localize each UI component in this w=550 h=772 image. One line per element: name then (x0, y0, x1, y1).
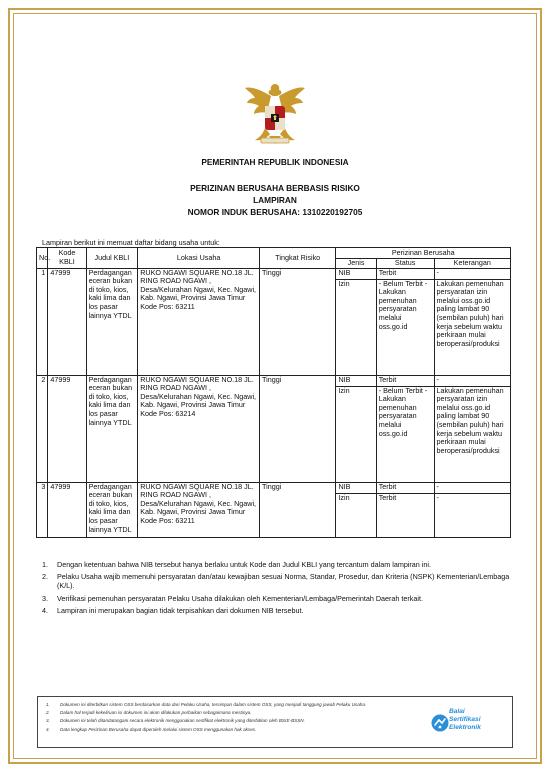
header-lampiran: LAMPIRAN (253, 195, 297, 205)
cell-status: Terbit (376, 375, 434, 386)
cell-jenis: Izin (336, 493, 376, 537)
cell-status: Terbit (376, 493, 434, 537)
cell-judul: Perdagangan eceran bukan di toko, kios, kaki lima dan los pasar lainnya YTDL (86, 482, 138, 537)
list-item (46, 701, 396, 709)
cell-keterangan: Lakukan pemenuhan persyaratan izin melalui oss.go.id paling lambat 90 (sembilan puluh) hari kerja sebelum waktu perkiraan mulai beroperasi/produksi (434, 279, 510, 375)
cell-judul: Perdagangan eceran bukan di toko, kios, kaki lima dan los pasar lainnya YTDL (86, 268, 138, 375)
note-number: 3. (42, 593, 48, 603)
col-header-tingkat: Tingkat Risiko (260, 248, 336, 269)
cell-keterangan: - (434, 482, 510, 493)
cell-status: Terbit (376, 268, 434, 279)
kbli-table (36, 247, 511, 538)
cell-tingkat: Tinggi (260, 482, 336, 537)
bsre-line: Balai (449, 708, 465, 715)
header-nib-number: NOMOR INDUK BERUSAHA: 1310220192705 (187, 207, 363, 217)
bsre-line: Elektronik (449, 724, 481, 731)
cell-kode: 47999 (48, 375, 86, 482)
cell-status: Terbit (376, 482, 434, 493)
cell-jenis: NIB (336, 375, 376, 386)
garuda-emblem-icon (243, 78, 307, 148)
cell-tingkat: Tinggi (260, 268, 336, 375)
note-text: Verifikasi pemenuhan persyaratan Pelaku Usaha dilakukan oleh Kementerian/Lembaga/Pemerintah Daerah terkait. (57, 593, 423, 603)
header-perizinan: PERIZINAN BERUSAHA BERBASIS RISIKO (190, 183, 360, 193)
cell-jenis: Izin (336, 279, 376, 375)
note-number: 2. (42, 572, 48, 582)
cell-no: 1 (37, 268, 48, 375)
cell-kode: 47999 (48, 482, 86, 537)
col-header-jenis: Jenis (336, 259, 376, 269)
cell-jenis: Izin (336, 386, 376, 482)
intro-text: Lampiran berikut ini memuat daftar bidang usaha untuk: (42, 238, 220, 247)
note-text: Dengan ketentuan bahwa NIB tersebut hanya berlaku untuk Kode dan Judul KBLI yang tercantum dalam lampiran ini. (57, 560, 431, 569)
col-header-kode: Kode KBLI (48, 248, 86, 269)
cell-status: - Belum Terbit - Lakukan pemenuhan persyaratan melalui oss.go.id (376, 279, 434, 375)
list-item (46, 717, 396, 725)
col-header-perizinan: Perizinan Berusaha (336, 248, 511, 259)
list-item (42, 606, 512, 615)
cell-keterangan: - (434, 375, 510, 386)
note-text: Lampiran ini merupakan bagian tidak terpisahkan dari dokumen NIB tersebut. (57, 605, 304, 615)
bsre-logo-text (449, 708, 481, 732)
cell-keterangan: - (434, 268, 510, 279)
col-header-no: No. (37, 248, 48, 269)
notes-list (42, 560, 512, 618)
footnote-text: Dokumen ini telah ditandatangani secara elektronik menggunakan sertifikat elektronik yang diterbitkan oleh BSrE-BSSN. (60, 718, 305, 724)
header-government: PEMERINTAH REPUBLIK INDONESIA (201, 157, 349, 167)
cell-lokasi: RUKO NGAWI SQUARE NO.18 JL. RING ROAD NGAWI , Desa/Kelurahan Ngawi, Kec. Ngawi, Kab. Ngawi, Provinsi Jawa Timur Kode Pos: 63214 (138, 375, 260, 482)
footnote-text: Dalam hal terjadi kekeliruan isi dokumen ini akan dilakukan perbaikan sebagaimana mestinya. (60, 710, 252, 716)
list-item (42, 572, 512, 590)
cell-no: 2 (37, 375, 48, 482)
cell-jenis: NIB (336, 482, 376, 493)
col-header-status: Status (376, 259, 434, 269)
cell-keterangan: Lakukan pemenuhan persyaratan izin melalui oss.go.id paling lambat 90 (sembilan puluh) hari kerja sebelum waktu perkiraan mulai beroperasi/produksi (434, 386, 510, 482)
cell-jenis: NIB (336, 268, 376, 279)
footnote-number: 3. (46, 718, 50, 724)
footnote-number: 4. (46, 726, 50, 732)
col-header-keterangan: Keterangan (434, 259, 510, 269)
bsre-line: Sertifikasi (449, 716, 481, 723)
list-item (46, 709, 396, 717)
cell-lokasi: RUKO NGAWI SQUARE NO.18 JL. RING ROAD NGAWI , Desa/Kelurahan Ngawi, Kec. Ngawi, Kab. Ngawi, Provinsi Jawa Timur Kode Pos: 63211 (138, 482, 260, 537)
col-header-judul: Judul KBLI (86, 248, 138, 269)
cell-keterangan: - (434, 493, 510, 537)
note-number: 4. (42, 605, 48, 615)
cell-status: - Belum Terbit - Lakukan pemenuhan persyaratan melalui oss.go.id (376, 386, 434, 482)
list-item (46, 726, 396, 734)
cell-judul: Perdagangan eceran bukan di toko, kios, kaki lima dan los pasar lainnya YTDL (86, 375, 138, 482)
table-row (37, 268, 511, 279)
footnotes-list (46, 701, 396, 734)
footnote-text: Data lengkap Perizinan Berusaha dapat diperoleh melalui sistem OSS menggunakan hak akses. (60, 726, 257, 732)
footnote-number: 2. (46, 710, 50, 716)
note-text: Pelaku Usaha wajib memenuhi persyaratan dan/atau kewajiban sesuai Norma, Standar, Prosedur, dan Kriteria (NSPK) Kementerian/Lembaga (K/L). (57, 572, 510, 591)
cell-no: 3 (37, 482, 48, 537)
col-header-lokasi: Lokasi Usaha (138, 248, 260, 269)
cell-tingkat: Tinggi (260, 375, 336, 482)
table-row (37, 375, 511, 386)
cell-kode: 47999 (48, 268, 86, 375)
table-row (37, 482, 511, 493)
footnote-text: Dokumen ini diterbitkan sistem OSS berdasarkan data dari Pelaku Usaha, tersimpan dalam sistem OSS, yang menjadi tanggung jawab Pelaku Usaha. (60, 702, 367, 707)
list-item (42, 594, 512, 603)
note-number: 1. (42, 560, 48, 569)
list-item (42, 560, 512, 569)
footnote-number: 1. (46, 702, 50, 707)
cell-lokasi: RUKO NGAWI SQUARE NO.18 JL. RING ROAD NGAWI , Desa/Kelurahan Ngawi, Kec. Ngawi, Kab. Ngawi, Provinsi Jawa Timur Kode Pos: 63211 (138, 268, 260, 375)
